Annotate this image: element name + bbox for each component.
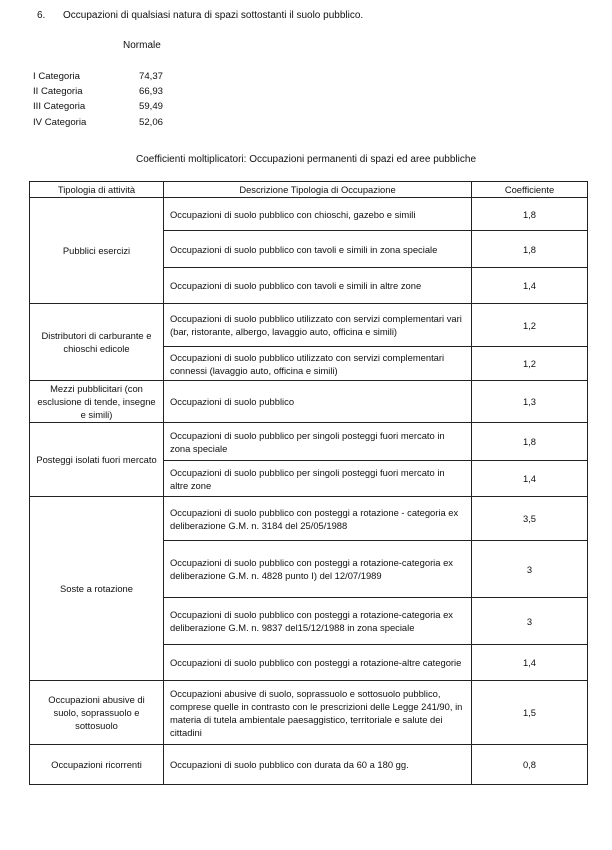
description-cell: Occupazioni di suolo pubblico con tavoli e simili in zona speciale [164, 231, 472, 268]
table-row [30, 198, 588, 231]
description-cell: Occupazioni di suolo pubblico utilizzato con servizi complementari connessi (lavaggio auto, officina e simili) [164, 347, 472, 381]
coefficient-cell: 1,4 [472, 645, 588, 681]
rate-value: 59,49 [139, 101, 164, 113]
coefficient-cell: 0,8 [472, 745, 588, 785]
description-cell: Occupazioni di suolo pubblico con posteggi a rotazione-categoria ex deliberazione G.M. n. 9837 del15/12/1988 in zona speciale [164, 598, 472, 645]
description-cell: Occupazioni di suolo pubblico per singoli posteggi fuori mercato in altre zone [164, 461, 472, 497]
rate-value: 74,37 [139, 71, 164, 82]
section-title: Occupazioni di qualsiasi natura di spazi sottostanti il suolo pubblico. [63, 10, 364, 21]
section-number: 6. [37, 10, 46, 21]
coefficient-cell: 3 [472, 541, 588, 598]
table-header-row [30, 182, 588, 198]
activity-type-cell: Pubblici esercizi [30, 198, 164, 304]
coefficient-cell: 1,2 [472, 347, 588, 381]
coefficient-cell: 1,8 [472, 198, 588, 231]
coefficient-cell: 1,4 [472, 268, 588, 304]
table-row [30, 497, 588, 541]
rate-category: II Categoria [33, 86, 83, 98]
description-cell: Occupazioni abusive di suolo, soprassuolo e sottosuolo pubblico, comprese quelle in contrasto con le prescrizioni delle Legge 241/90, in materia di tutela ambientale paesaggistico, territoriale e salute dei cittadini [164, 681, 472, 745]
description-cell: Occupazioni di suolo pubblico con tavoli e simili in altre zone [164, 268, 472, 304]
description-cell: Occupazioni di suolo pubblico [164, 381, 472, 423]
table-row [30, 745, 588, 785]
activity-type-cell: Distributori di carburante e chioschi edicole [30, 304, 164, 381]
rate-category: IV Categoria [33, 116, 87, 128]
rate-row [33, 84, 179, 99]
description-cell: Occupazioni di suolo pubblico per singoli posteggi fuori mercato in zona speciale [164, 423, 472, 461]
description-cell: Occupazioni di suolo pubblico con posteggi a rotazione-altre categorie [164, 645, 472, 681]
header-descrizione: Descrizione Tipologia di Occupazione [164, 182, 472, 198]
activity-type-cell: Mezzi pubblicitari (con esclusione di tende, insegne e simili) [30, 381, 164, 423]
table-row [30, 381, 588, 423]
description-cell: Occupazioni di suolo pubblico con posteggi a rotazione-categoria ex deliberazione G.M. n. 4828 punto I) del 12/07/1989 [164, 541, 472, 598]
description-cell: Occupazioni di suolo pubblico con durata da 60 a 180 gg. [164, 745, 472, 785]
coefficient-cell: 1,3 [472, 381, 588, 423]
header-tipologia: Tipologia di attività [30, 182, 164, 198]
table-row [30, 681, 588, 745]
coefficient-cell: 1,2 [472, 304, 588, 347]
coefficient-cell: 1,8 [472, 423, 588, 461]
section-heading [37, 10, 363, 21]
activity-type-cell: Occupazioni abusive di suolo, soprassuolo e sottosuolo [30, 681, 164, 745]
coefficients-title: Coefficienti moltiplicatori: Occupazioni permanenti di spazi ed aree pubbliche [136, 154, 476, 165]
activity-type-cell: Soste a rotazione [30, 497, 164, 681]
coefficient-cell: 3,5 [472, 497, 588, 541]
coefficient-cell: 1,5 [472, 681, 588, 745]
coefficient-cell: 1,4 [472, 461, 588, 497]
header-coefficiente: Coefficiente [472, 182, 588, 198]
description-cell: Occupazioni di suolo pubblico con posteggi a rotazione - categoria ex deliberazione G.M. n. 3184 del 25/05/1988 [164, 497, 472, 541]
table-row [30, 423, 588, 461]
rate-value: 52,06 [139, 116, 164, 128]
coefficients-table [29, 181, 588, 785]
coefficient-cell: 3 [472, 598, 588, 645]
description-cell: Occupazioni di suolo pubblico utilizzato con servizi complementari vari (bar, ristorante, albergo, lavaggio auto, officina e simili) [164, 304, 472, 347]
activity-type-cell: Occupazioni ricorrenti [30, 745, 164, 785]
rates-list [33, 69, 179, 130]
rate-row [33, 115, 179, 130]
activity-type-cell: Posteggi isolati fuori mercato [30, 423, 164, 497]
table-row [30, 304, 588, 347]
rates-column-header: Normale [123, 40, 161, 51]
rate-category: I Categoria [33, 71, 80, 82]
rate-category: III Categoria [33, 101, 86, 113]
description-cell: Occupazioni di suolo pubblico con chioschi, gazebo e simili [164, 198, 472, 231]
rate-value: 66,93 [139, 86, 164, 98]
coefficient-cell: 1,8 [472, 231, 588, 268]
rate-row [33, 69, 179, 84]
rate-row [33, 99, 179, 114]
